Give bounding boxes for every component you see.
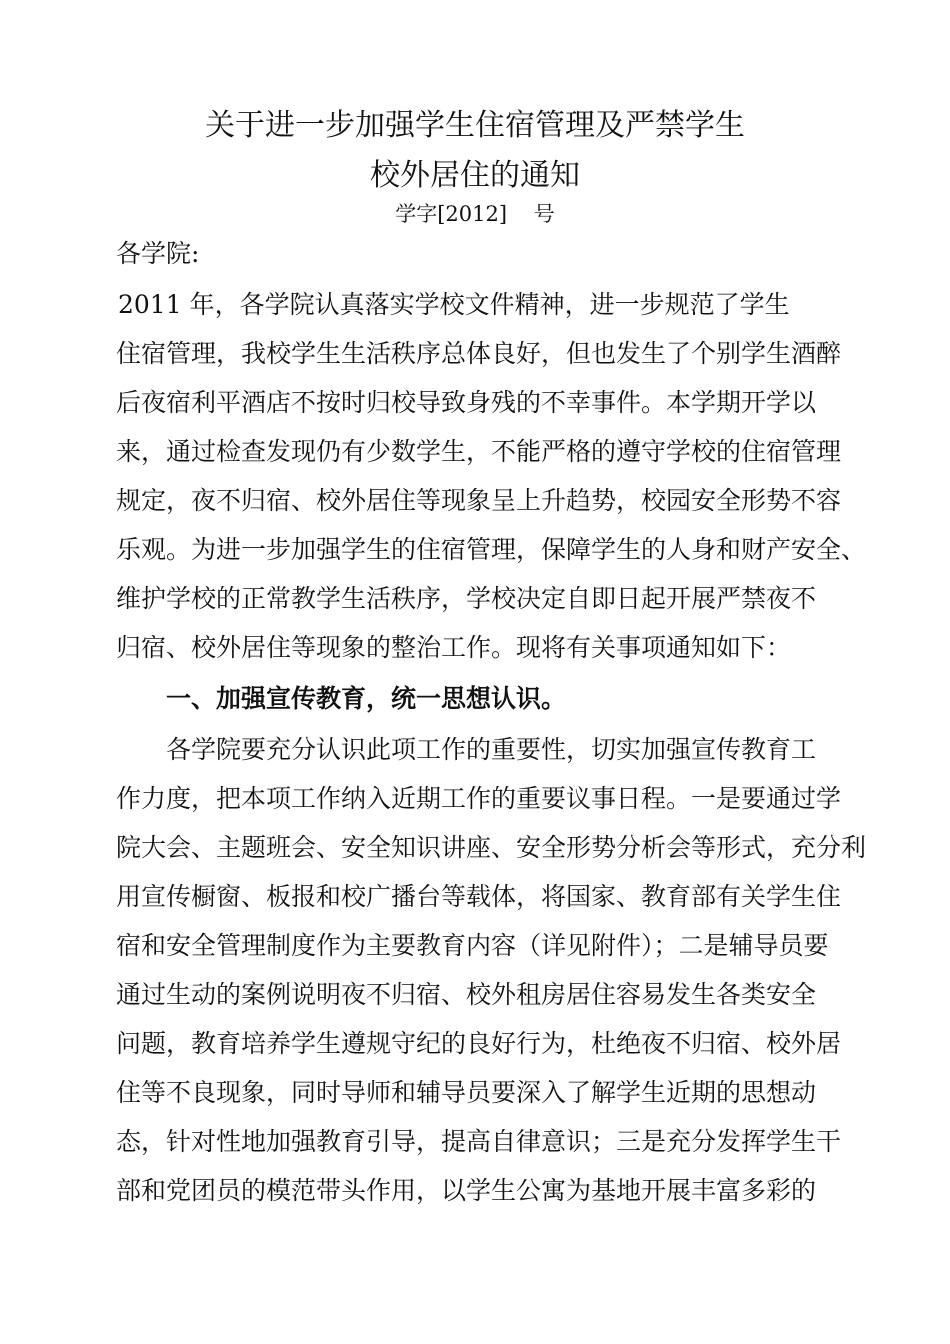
section-1-heading: 一、加强宣传教育，统一思想认识。 <box>166 684 567 713</box>
paragraph-2-line: 住等不良现象，同时导师和辅导员要深入了解学生近期的思想动 <box>116 1078 817 1107</box>
salutation: 各学院: <box>116 239 200 268</box>
paragraph-2-line: 态，针对性地加强教育引导，提高自律意识；三是充分发挥学生干 <box>116 1127 842 1156</box>
paragraph-1-line: 住宿管理，我校学生生活秩序总体良好，但也发生了个别学生酒醉 <box>116 339 842 368</box>
paragraph-1-line: 维护学校的正常教学生活秩序，学校决定自即日起开展严禁夜不 <box>116 584 817 613</box>
paragraph-1-line: 来，通过检查发现仍有少数学生，不能严格的遵守学校的住宿管理 <box>116 437 842 466</box>
document-title-line-1: 关于进一步加强学生住宿管理及严禁学生 <box>205 108 745 143</box>
paragraph-1-line: 乐观。为进一步加强学生的住宿管理，保障学生的人身和财产安全、 <box>116 535 867 564</box>
paragraph-2-line: 院大会、主题班会、安全知识讲座、安全形势分析会等形式，充分利 <box>116 833 867 862</box>
paragraph-2-line: 用宣传橱窗、板报和校广播台等载体，将国家、教育部有关学生住 <box>116 882 842 911</box>
document-number: 学字[2012] 号 <box>395 202 555 226</box>
paragraph-1-line: 归宿、校外居住等现象的整治工作。现将有关事项通知如下： <box>116 633 792 662</box>
paragraph-2-line: 问题，教育培养学生遵规守纪的良好行为，杜绝夜不归宿、校外居 <box>116 1029 842 1058</box>
paragraph-1-line: 2011 年，各学院认真落实学校文件精神，进一步规范了学生 <box>118 290 790 319</box>
document-title-line-2: 校外居住的通知 <box>370 158 580 193</box>
paragraph-2-line: 作力度，把本项工作纳入近期工作的重要议事日程。一是要通过学 <box>116 784 842 813</box>
paragraph-2-line: 部和党团员的模范带头作用，以学生公寓为基地开展丰富多彩的 <box>116 1176 817 1205</box>
paragraph-1-line: 规定，夜不归宿、校外居住等现象呈上升趋势，校园安全形势不容 <box>116 486 842 515</box>
paragraph-2-line: 宿和安全管理制度作为主要教育内容（详见附件）；二是辅导员要 <box>116 931 829 960</box>
paragraph-2-line: 各学院要充分认识此项工作的重要性，切实加强宣传教育工 <box>166 735 817 764</box>
paragraph-2-line: 通过生动的案例说明夜不归宿、校外租房居住容易发生各类安全 <box>116 980 817 1009</box>
paragraph-1-line: 后夜宿利平酒店不按时归校导致身残的不幸事件。本学期开学以 <box>116 388 817 417</box>
